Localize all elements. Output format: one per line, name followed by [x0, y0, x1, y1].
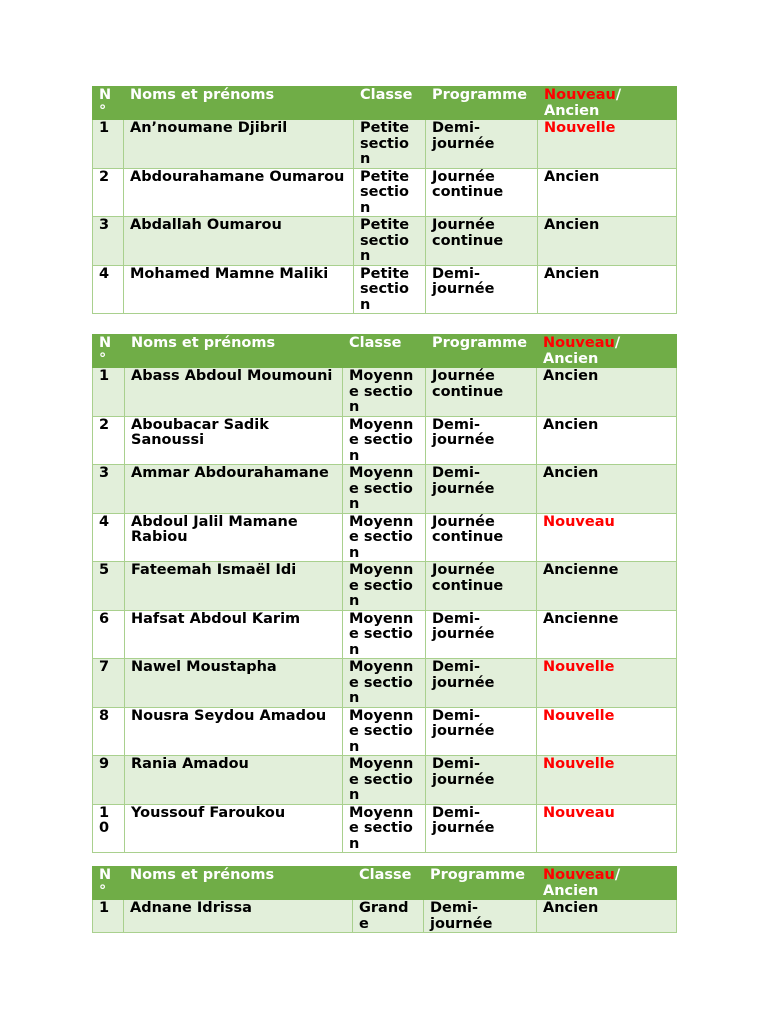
cell-classe: Moyenne section: [343, 465, 426, 514]
table-row: [93, 416, 677, 465]
cell-programme: Journée continue: [426, 368, 537, 417]
table-row: [93, 900, 677, 933]
table-header-row: [93, 867, 677, 900]
header-name: Noms et prénoms: [124, 867, 353, 900]
header-status-new: Nouveau: [543, 335, 615, 351]
cell-num: 4: [93, 513, 125, 562]
table-row: [93, 265, 677, 314]
table-row: [93, 217, 677, 266]
cell-programme: Demi-journée: [426, 465, 537, 514]
cell-classe: Moyenne section: [343, 659, 426, 708]
cell-num: 2: [93, 416, 125, 465]
cell-classe: Grande: [353, 900, 424, 933]
cell-programme: Demi-journée: [426, 416, 537, 465]
header-programme: Programme: [424, 867, 537, 900]
cell-programme: Demi-journée: [426, 265, 538, 314]
cell-name: Nousra Seydou Amadou: [125, 707, 343, 756]
cell-num: 8: [93, 707, 125, 756]
header-status-sep: /: [615, 87, 622, 103]
cell-num: 3: [93, 465, 125, 514]
cell-name: Mohamed Mamne Maliki: [124, 265, 354, 314]
header-status-new: Nouveau: [544, 87, 616, 103]
header-status-old: Ancien: [543, 350, 599, 367]
cell-programme: Demi-journée: [426, 756, 537, 805]
roster-table-petite-section: [92, 86, 677, 314]
cell-name: Abdallah Oumarou: [124, 217, 354, 266]
table-row: [93, 756, 677, 805]
header-status-new: Nouveau: [543, 867, 615, 883]
header-num: N°: [93, 867, 124, 900]
cell-status: Nouvelle: [537, 659, 677, 708]
cell-num: 3: [93, 217, 124, 266]
cell-name: Youssouf Faroukou: [125, 804, 343, 853]
header-name: Noms et prénoms: [124, 87, 354, 120]
cell-programme: Demi-journée: [426, 120, 538, 169]
table-body: [93, 368, 677, 853]
cell-name: Adnane Idrissa: [124, 900, 353, 933]
cell-status: Nouvelle: [537, 707, 677, 756]
table-row: [93, 168, 677, 217]
cell-name: Fateemah Ismaël Idi: [125, 562, 343, 611]
cell-classe: Moyenne section: [343, 707, 426, 756]
cell-programme: Journée continue: [426, 217, 538, 266]
cell-status: Nouvelle: [538, 120, 677, 169]
cell-programme: Demi-journée: [426, 804, 537, 853]
cell-name: Ammar Abdourahamane: [125, 465, 343, 514]
cell-num: 5: [93, 562, 125, 611]
cell-status: Nouveau: [537, 804, 677, 853]
header-status-old: Ancien: [544, 102, 600, 119]
cell-status: Ancien: [538, 168, 677, 217]
header-status-sep: /: [614, 867, 621, 883]
cell-classe: Petite section: [354, 120, 426, 169]
cell-classe: Petite section: [354, 217, 426, 266]
header-programme: Programme: [426, 335, 537, 368]
table-row: [93, 659, 677, 708]
table-body: [93, 120, 677, 314]
cell-status: Ancien: [537, 465, 677, 514]
table-row: [93, 120, 677, 169]
cell-name: Abdoul Jalil Mamane Rabiou: [125, 513, 343, 562]
header-status: [537, 867, 677, 900]
cell-num: 4: [93, 265, 124, 314]
table-row: [93, 368, 677, 417]
table-header-row: [93, 335, 677, 368]
roster-table-grande-section: [92, 866, 677, 933]
header-programme: Programme: [426, 87, 538, 120]
table-body: [93, 900, 677, 933]
cell-classe: Petite section: [354, 265, 426, 314]
cell-classe: Moyenne section: [343, 513, 426, 562]
cell-status: Ancien: [538, 265, 677, 314]
cell-classe: Moyenne section: [343, 368, 426, 417]
cell-programme: Journée continue: [426, 513, 537, 562]
cell-num: 10: [93, 804, 125, 853]
cell-status: Ancien: [538, 217, 677, 266]
cell-classe: Moyenne section: [343, 610, 426, 659]
header-status: [538, 87, 677, 120]
table-row: [93, 513, 677, 562]
table-row: [93, 610, 677, 659]
cell-num: 1: [93, 368, 125, 417]
cell-status: Ancien: [537, 900, 677, 933]
cell-classe: Moyenne section: [343, 416, 426, 465]
header-classe: Classe: [343, 335, 426, 368]
cell-name: Abass Abdoul Moumouni: [125, 368, 343, 417]
cell-name: Nawel Moustapha: [125, 659, 343, 708]
cell-num: 1: [93, 120, 124, 169]
table-row: [93, 804, 677, 853]
cell-programme: Journée continue: [426, 562, 537, 611]
cell-name: Aboubacar Sadik Sanoussi: [125, 416, 343, 465]
cell-name: An’noumane Djibril: [124, 120, 354, 169]
table-header-row: [93, 87, 677, 120]
cell-status: Nouveau: [537, 513, 677, 562]
cell-programme: Journée continue: [426, 168, 538, 217]
header-classe: Classe: [353, 867, 424, 900]
cell-status: Ancienne: [537, 562, 677, 611]
cell-programme: Demi-journée: [424, 900, 537, 933]
header-classe: Classe: [354, 87, 426, 120]
table-row: [93, 562, 677, 611]
cell-classe: Petite section: [354, 168, 426, 217]
cell-num: 7: [93, 659, 125, 708]
cell-programme: Demi-journée: [426, 707, 537, 756]
header-status-sep: /: [614, 335, 621, 351]
header-status: [537, 335, 677, 368]
roster-table-moyenne-section: [92, 334, 677, 853]
table-row: [93, 707, 677, 756]
cell-classe: Moyenne section: [343, 562, 426, 611]
cell-status: Nouvelle: [537, 756, 677, 805]
cell-programme: Demi-journée: [426, 659, 537, 708]
cell-programme: Demi-journée: [426, 610, 537, 659]
cell-classe: Moyenne section: [343, 756, 426, 805]
header-name: Noms et prénoms: [125, 335, 343, 368]
cell-num: 2: [93, 168, 124, 217]
cell-num: 9: [93, 756, 125, 805]
table-row: [93, 465, 677, 514]
header-num: N°: [93, 335, 125, 368]
header-status-old: Ancien: [543, 882, 599, 899]
cell-name: Abdourahamane Oumarou: [124, 168, 354, 217]
cell-num: 1: [93, 900, 124, 933]
cell-classe: Moyenne section: [343, 804, 426, 853]
cell-num: 6: [93, 610, 125, 659]
cell-name: Rania Amadou: [125, 756, 343, 805]
cell-status: Ancienne: [537, 610, 677, 659]
header-num: N°: [93, 87, 124, 120]
cell-status: Ancien: [537, 368, 677, 417]
cell-name: Hafsat Abdoul Karim: [125, 610, 343, 659]
cell-status: Ancien: [537, 416, 677, 465]
